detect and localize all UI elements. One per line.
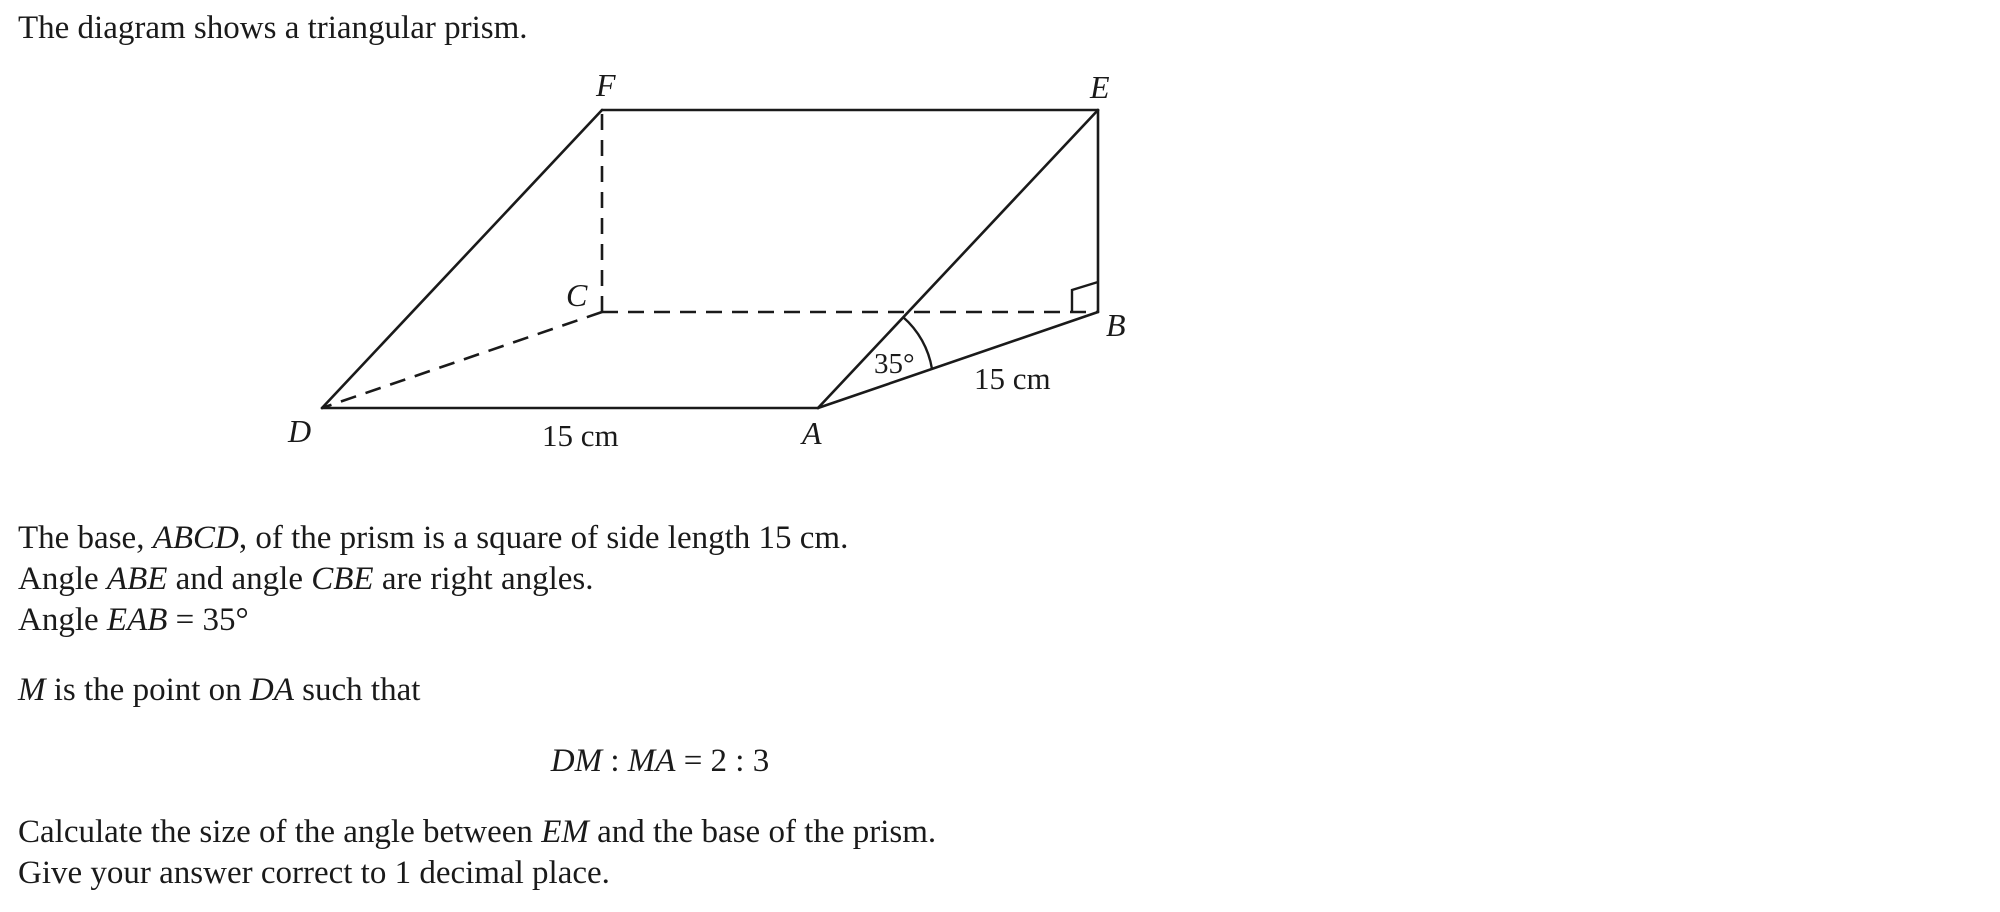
label-d: D bbox=[288, 413, 312, 449]
label-c: C bbox=[566, 277, 588, 313]
label-a: A bbox=[802, 415, 822, 451]
angle-eab-statement: Angle EAB = 35° bbox=[18, 602, 249, 638]
point-m-statement: M is the point on DA such that bbox=[18, 672, 421, 708]
edge-cd-hidden bbox=[322, 312, 602, 408]
right-angles-statement: Angle ABE and angle CBE are right angles. bbox=[18, 561, 594, 597]
base-statement: The base, ABCD, of the prism is a square of side length 15 cm. bbox=[18, 520, 849, 556]
length-ab: 15 cm bbox=[974, 361, 1051, 396]
intro-text: The diagram shows a triangular prism. bbox=[18, 10, 528, 46]
calculate-instruction: Calculate the size of the angle between EM and the base of the prism. bbox=[18, 814, 937, 850]
length-da: 15 cm bbox=[542, 418, 619, 453]
right-angle-marker bbox=[1072, 282, 1098, 313]
angle-label-eab: 35° bbox=[874, 348, 915, 380]
ratio-equation: DM : MA = 2 : 3 bbox=[550, 743, 770, 779]
label-e: E bbox=[1090, 69, 1110, 105]
label-f: F bbox=[596, 67, 616, 103]
edge-ea bbox=[818, 110, 1098, 408]
label-b: B bbox=[1106, 307, 1126, 343]
precision-instruction: Give your answer correct to 1 decimal place. bbox=[18, 855, 610, 891]
edge-fd bbox=[322, 110, 602, 408]
edge-ab bbox=[818, 312, 1098, 408]
